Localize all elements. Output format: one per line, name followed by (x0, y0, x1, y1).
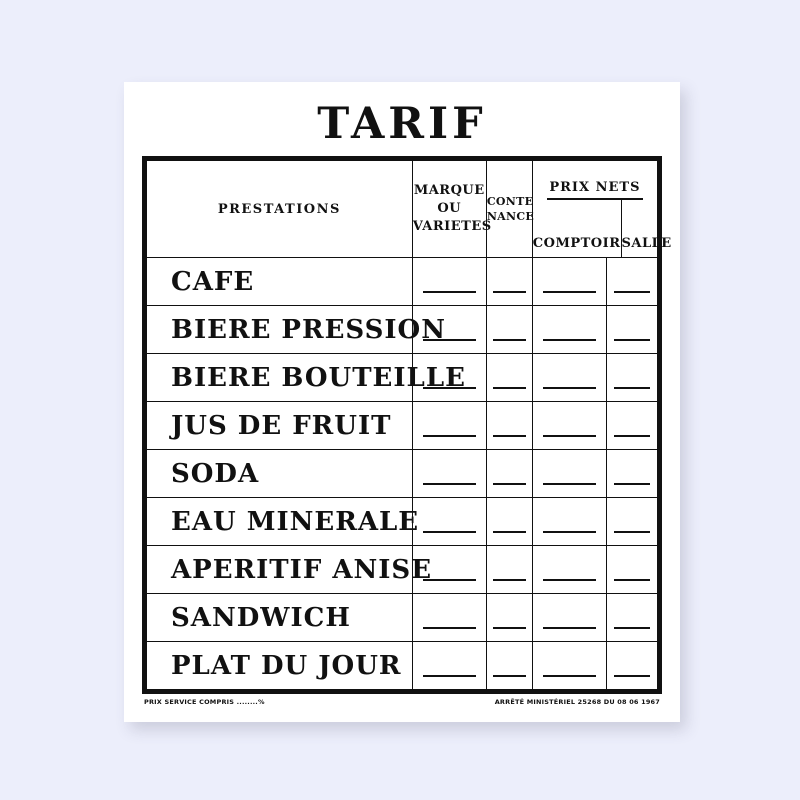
write-in-line[interactable] (533, 402, 606, 449)
row-comptoir[interactable] (532, 258, 606, 306)
header-contenance-line1: CONTE (486, 195, 534, 208)
write-in-line[interactable] (487, 402, 532, 449)
header-contenance (486, 161, 535, 258)
write-in-line[interactable] (607, 594, 657, 641)
write-in-line[interactable] (487, 546, 532, 593)
row-prestation: BIERE BOUTEILLE (147, 354, 413, 402)
row-prestation: CAFE (147, 258, 413, 306)
row-marque[interactable] (412, 306, 486, 354)
row-marque[interactable] (412, 594, 486, 642)
footer (142, 698, 662, 706)
table-row (147, 306, 658, 354)
row-salle[interactable] (606, 594, 657, 642)
header-prix-nets (532, 161, 672, 258)
footer-legal-reference: ARRÊTÉ MINISTÉRIEL 25268 DU 08 06 1967 (494, 698, 660, 706)
write-in-line[interactable] (413, 594, 486, 641)
tarif-table (146, 160, 672, 690)
row-salle[interactable] (606, 306, 657, 354)
header-contenance-line2: NANCE (486, 210, 535, 223)
write-in-line[interactable] (413, 450, 486, 497)
row-comptoir[interactable] (532, 642, 606, 690)
write-in-line[interactable] (487, 642, 532, 689)
write-in-line[interactable] (487, 594, 532, 641)
header-marque-line1: MARQUE (413, 183, 485, 198)
row-prestation: PLAT DU JOUR (147, 642, 413, 690)
row-contenance[interactable] (486, 450, 532, 498)
write-in-line[interactable] (533, 498, 606, 545)
row-comptoir[interactable] (532, 546, 606, 594)
write-in-line[interactable] (413, 402, 486, 449)
row-prestation: SANDWICH (147, 594, 413, 642)
row-comptoir[interactable] (532, 450, 606, 498)
row-prestation: JUS DE FRUIT (147, 402, 413, 450)
table-row (147, 498, 658, 546)
write-in-line[interactable] (533, 306, 606, 353)
table-row (147, 546, 658, 594)
write-in-line[interactable] (533, 354, 606, 401)
row-contenance[interactable] (486, 306, 532, 354)
row-marque[interactable] (412, 498, 486, 546)
row-comptoir[interactable] (532, 402, 606, 450)
write-in-line[interactable] (607, 642, 657, 689)
write-in-line[interactable] (413, 306, 486, 353)
table-row (147, 354, 658, 402)
header-marque-line3: VARIETES (412, 219, 492, 234)
header-prix-nets-label: PRIX NETS (549, 180, 641, 195)
row-contenance[interactable] (486, 546, 532, 594)
table-row (147, 642, 658, 690)
tarif-card-inner (142, 92, 672, 714)
write-in-line[interactable] (533, 258, 606, 305)
row-comptoir[interactable] (532, 498, 606, 546)
row-prestation: APERITIF ANISE (147, 546, 413, 594)
header-marque-line2: OU (437, 201, 462, 216)
header-prestations: PRESTATIONS (147, 161, 413, 258)
write-in-line[interactable] (607, 354, 657, 401)
write-in-line[interactable] (607, 258, 657, 305)
table-header-row (147, 161, 658, 258)
row-comptoir[interactable] (532, 306, 606, 354)
row-prestation: BIERE PRESSION (147, 306, 413, 354)
write-in-line[interactable] (487, 354, 532, 401)
write-in-line[interactable] (413, 498, 486, 545)
row-marque[interactable] (412, 402, 486, 450)
table-row (147, 258, 658, 306)
row-salle[interactable] (606, 498, 657, 546)
row-comptoir[interactable] (532, 594, 606, 642)
row-contenance[interactable] (486, 402, 532, 450)
write-in-line[interactable] (607, 306, 657, 353)
write-in-line[interactable] (533, 594, 606, 641)
row-salle[interactable] (606, 258, 657, 306)
header-marque (412, 161, 492, 258)
row-marque[interactable] (412, 642, 486, 690)
write-in-line[interactable] (413, 642, 486, 689)
row-salle[interactable] (606, 402, 657, 450)
write-in-line[interactable] (607, 546, 657, 593)
row-salle[interactable] (606, 546, 657, 594)
row-marque[interactable] (412, 258, 486, 306)
write-in-line[interactable] (487, 498, 532, 545)
row-salle[interactable] (606, 450, 657, 498)
row-marque[interactable] (412, 450, 486, 498)
row-salle[interactable] (606, 642, 657, 690)
row-contenance[interactable] (486, 354, 532, 402)
write-in-line[interactable] (413, 546, 486, 593)
table-row (147, 402, 658, 450)
write-in-line[interactable] (487, 450, 532, 497)
write-in-line[interactable] (487, 258, 532, 305)
row-contenance[interactable] (486, 594, 532, 642)
row-marque[interactable] (412, 546, 486, 594)
page-title: TARIF (317, 99, 487, 149)
write-in-line[interactable] (413, 354, 486, 401)
tarif-card (124, 82, 680, 722)
header-salle: SALLE (621, 200, 672, 257)
row-prestation: SODA (147, 450, 413, 498)
tarif-table-frame (142, 156, 672, 694)
table-row (147, 594, 658, 642)
table-row (147, 450, 658, 498)
header-comptoir: COMPTOIR (532, 236, 621, 251)
row-contenance[interactable] (486, 258, 532, 306)
write-in-line[interactable] (533, 450, 606, 497)
write-in-line[interactable] (533, 642, 606, 689)
row-prestation: EAU MINERALE (147, 498, 413, 546)
write-in-line[interactable] (413, 258, 486, 305)
write-in-line[interactable] (607, 498, 657, 545)
row-salle[interactable] (606, 354, 657, 402)
row-comptoir[interactable] (532, 354, 606, 402)
row-contenance[interactable] (486, 498, 532, 546)
write-in-line[interactable] (607, 450, 657, 497)
row-contenance[interactable] (486, 642, 532, 690)
footer-service-note: PRIX SERVICE COMPRIS ........% (144, 698, 265, 706)
write-in-line[interactable] (487, 306, 532, 353)
write-in-line[interactable] (607, 402, 657, 449)
row-marque[interactable] (412, 354, 486, 402)
write-in-line[interactable] (533, 546, 606, 593)
